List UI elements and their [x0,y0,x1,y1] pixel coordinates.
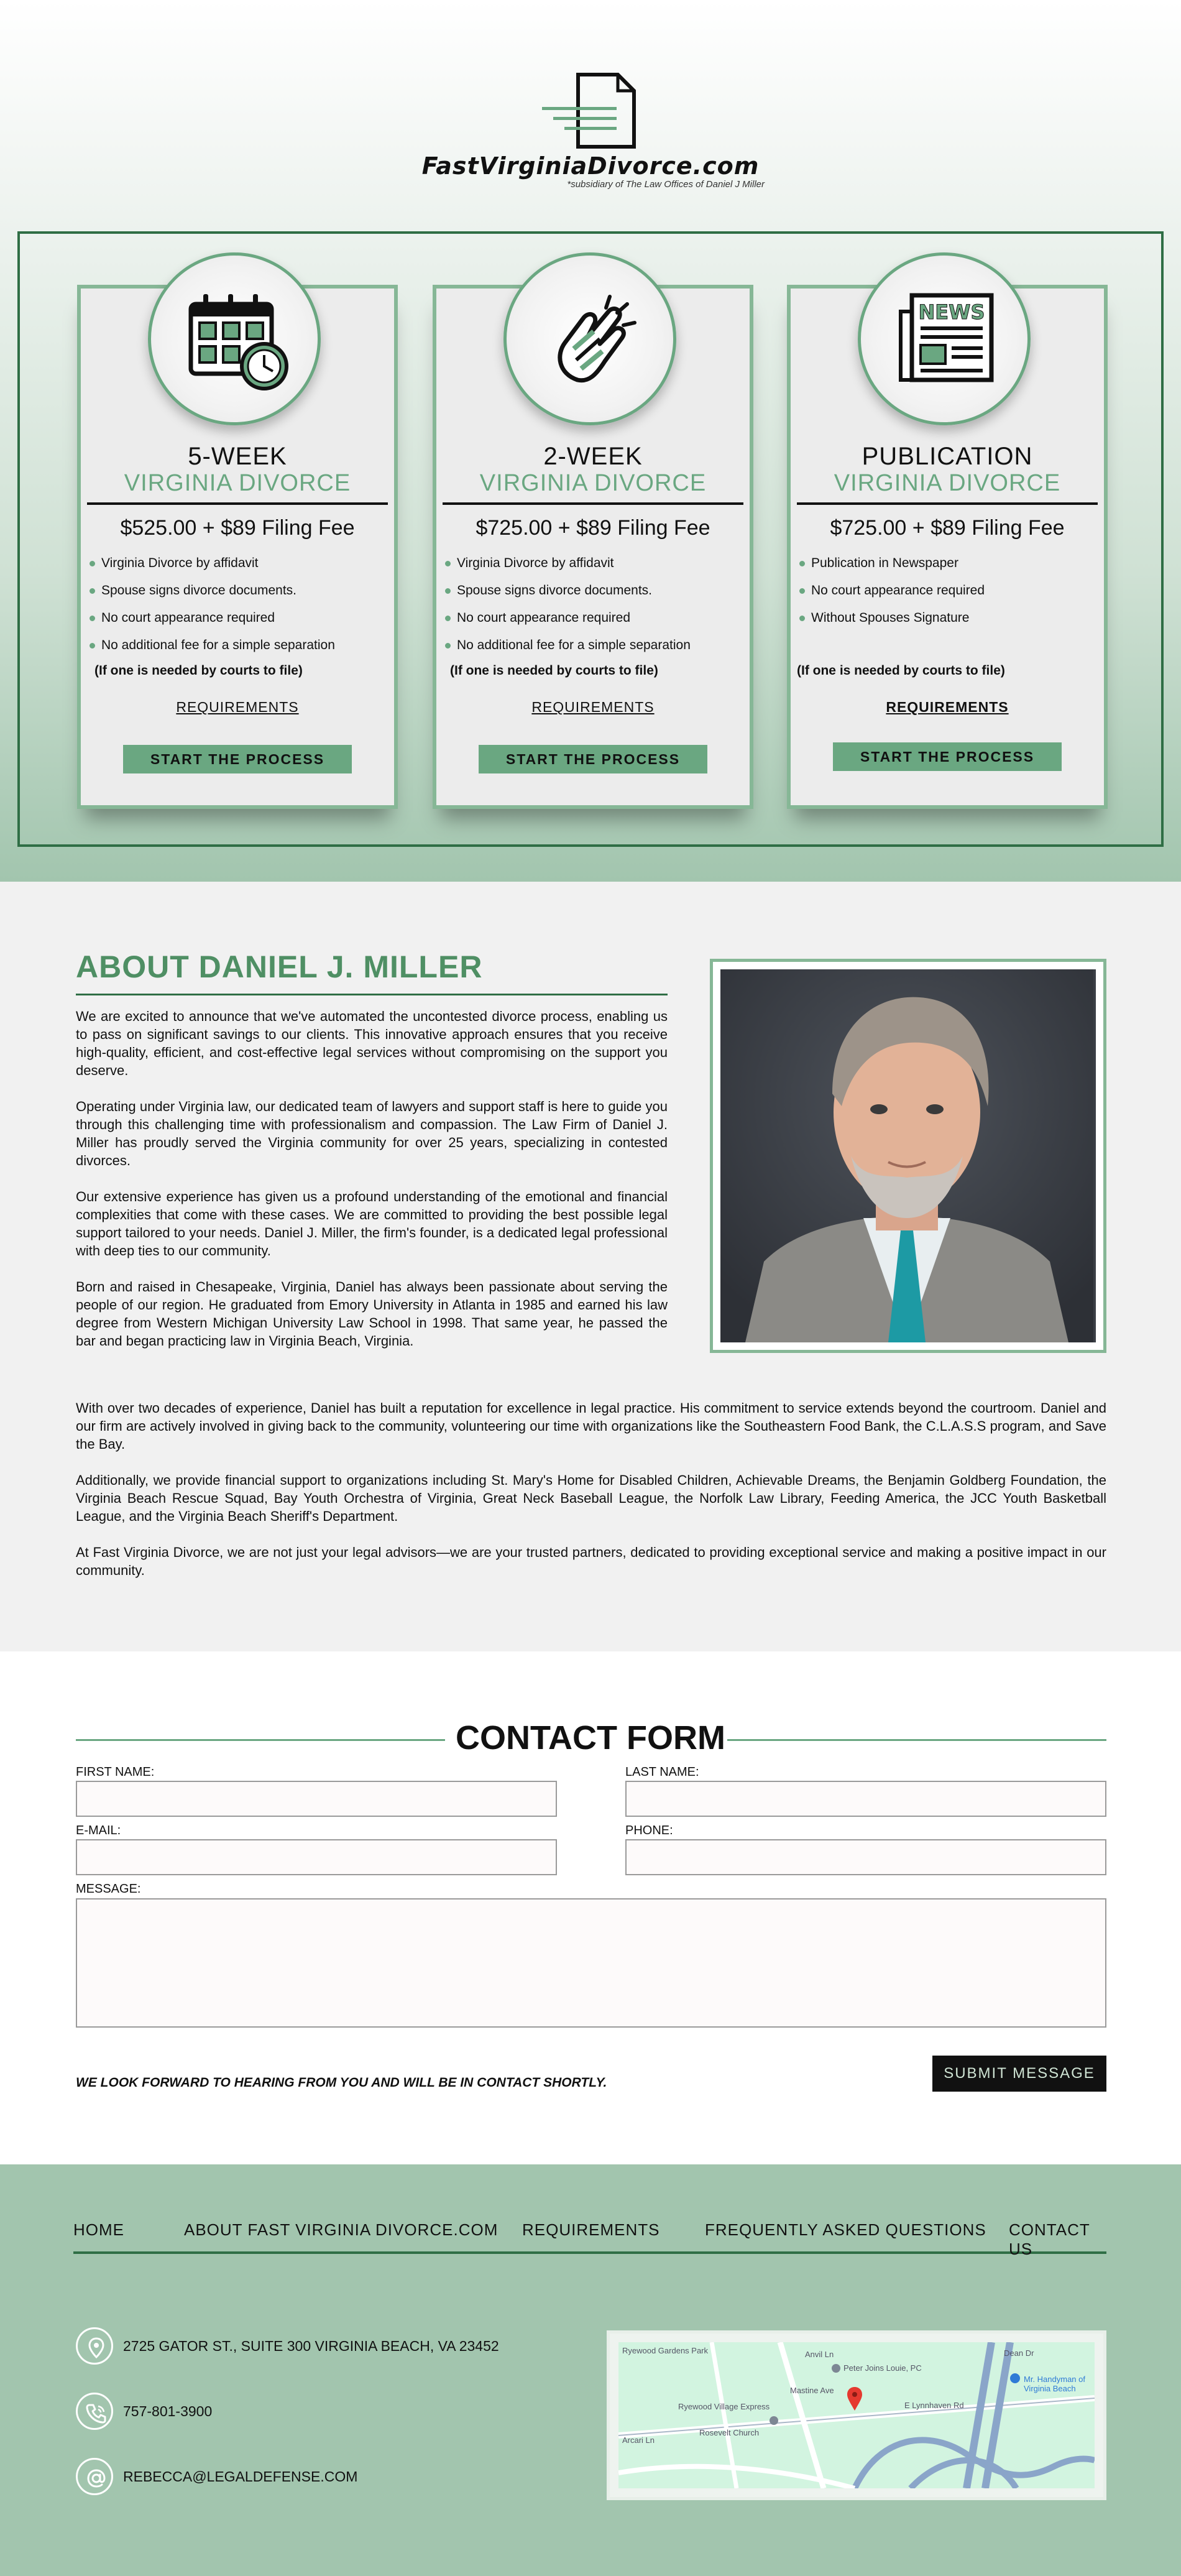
about-paragraph: With over two decades of experience, Daniel has built a reputation for excellence in legal practice. His commitment to service extends beyond the courtroom. Daniel and our firm are actively involved in giving back to the community, volunteering our time with organizations like the Southeastern Food Bank, the C.L.A.S.S program, and Save the Bay. [76,1400,1106,1452]
plan-note: (If one is needed by courts to file) [94,663,303,678]
plan-feature: No court appearance required [445,604,691,632]
plan-feature: Spouse signs divorce documents. [90,577,335,604]
requirements-link[interactable]: REQUIREMENTS [176,699,299,715]
about-paragraph: At Fast Virginia Divorce, we are not just your legal advisors—we are your trusted partners, dedicated to providing exceptional service and making a positive impact in our community. [76,1544,1106,1578]
phone-text[interactable]: 757-801-3900 [123,2403,213,2419]
about-paragraph: Our extensive experience has given us a profound understanding of the emotional and financial complexities that come with these cases. We are committed to providing the best possible legal support tailored to your needs. Daniel J. Miller, the firm's founder, is a dedicated legal professional with deep ties to our community. [76,1189,668,1258]
map-frame [607,2330,1106,2500]
plan-price: $525.00 + $89 Filing Fee [120,516,355,540]
plan-divider [87,502,388,505]
about-divider [76,994,668,995]
logo-tagline: *subsidiary of The Law Offices of Daniel J Miller [567,179,765,190]
newspaper-text: NEWS [918,300,985,324]
plan-card-5-week [77,285,398,809]
plan-feature: Virginia Divorce by affidavit [90,550,335,577]
contact-section [0,1651,1181,2164]
phone-icon [76,2393,113,2430]
phone-input[interactable] [625,1839,1106,1875]
first-name-input[interactable] [76,1781,557,1817]
email-label: E-MAIL: [76,1824,121,1837]
message-label: MESSAGE: [76,1882,141,1896]
at-sign-icon [76,2458,113,2495]
plan-title: PUBLICATION [862,443,1033,470]
fingers-crossed-icon [540,287,646,392]
plan-price: $725.00 + $89 Filing Fee [830,516,1065,540]
plan-feature: Spouse signs divorce documents. [445,577,691,604]
email-text[interactable]: REBECCA@LEGALDEFENSE.COM [123,2468,358,2485]
start-process-button[interactable]: START THE PROCESS [479,745,707,773]
nav-requirements[interactable]: REQUIREMENTS [522,2220,660,2239]
plan-title: 5-WEEK [188,443,287,470]
plan-divider [797,502,1098,505]
pricing-frame [17,231,1164,847]
plan-features [90,550,335,659]
about-paragraph: Born and raised in Chesapeake, Virginia, Daniel has always been passionate about serving the people of our region. He graduated from Emory University in Atlanta in 1985 and earned his law degree from Western Michigan University Law School in 1998. That same year, he passed the bar and began practicing law in Virginia Beach, Virginia. [76,1279,668,1349]
map-label: Peter Joins Louie, PC [843,2363,922,2373]
hero-section [0,0,1181,882]
plan-feature: No additional fee for a simple separation [445,632,691,659]
map-label: Anvil Ln [805,2350,834,2359]
message-textarea[interactable] [76,1898,1106,2028]
plan-subtitle: VIRGINIA DIVORCE [124,470,351,496]
newspaper-icon [894,287,1000,392]
submit-message-button[interactable]: SUBMIT MESSAGE [932,2056,1106,2092]
plan-icon-circle [858,252,1031,425]
plan-note: (If one is needed by courts to file) [450,663,658,678]
last-name-label: LAST NAME: [625,1765,699,1779]
about-text-column [76,1007,668,1368]
logo-wordmark: FastVirginiaDivorce.com [421,152,760,180]
contact-note: WE LOOK FORWARD TO HEARING FROM YOU AND WILL BE IN CONTACT SHORTLY. [76,2075,607,2090]
plan-feature: Virginia Divorce by affidavit [445,550,691,577]
plan-subtitle: VIRGINIA DIVORCE [479,470,707,496]
plan-icon-circle [503,252,676,425]
footer [0,2164,1181,2576]
plan-divider [443,502,743,505]
plan-title: 2-WEEK [543,443,643,470]
portrait-illustration [720,969,1093,1342]
nav-contact[interactable]: CONTACT US [1009,2220,1090,2258]
about-section [0,882,1181,1651]
plan-feature: Publication in Newspaper [799,550,985,577]
portrait-frame [710,959,1106,1353]
map-label: Ryewood Gardens Park [622,2346,709,2355]
document-speed-icon [398,68,783,152]
about-title: ABOUT DANIEL J. MILLER [76,949,483,984]
plan-card-2-week [433,285,753,809]
location-pin-icon [76,2327,113,2365]
map-label: E Lynnhaven Rd [904,2401,964,2410]
about-paragraph: We are excited to announce that we've automated the uncontested divorce process, enabling us to pass on significant savings to our clients. This innovative approach ensures that you receive high-quality, efficient, and cost-effective legal services without compromising on the support you deserve. [76,1009,668,1078]
requirements-link[interactable]: REQUIREMENTS [886,699,1009,715]
plan-icon-circle [148,252,321,425]
plan-feature: No additional fee for a simple separation [90,632,335,659]
map-label: Arcari Ln [622,2435,655,2445]
requirements-link[interactable]: REQUIREMENTS [531,699,655,715]
about-text-full [76,1399,1106,1597]
map-label: Dean Dr [1004,2348,1034,2358]
about-paragraph: Operating under Virginia law, our dedicated team of lawyers and support staff is here to guide you through this challenging time with professionalism and compassion. The Law Firm of Daniel J. Miller has proudly served the Virginia community for over 25 years, specializing in contested divorces. [76,1099,668,1168]
map-label: Mr. Handyman of Virginia Beach [1024,2375,1085,2393]
plan-card-publication [787,285,1108,809]
email-input[interactable] [76,1839,557,1875]
last-name-input[interactable] [625,1781,1106,1817]
plan-feature: Without Spouses Signature [799,604,985,632]
phone-label: PHONE: [625,1824,673,1837]
plan-features [445,550,691,659]
location-map[interactable] [618,2342,1095,2488]
address-text: 2725 GATOR ST., SUITE 300 VIRGINIA BEACH, VA 23452 [123,2338,499,2354]
start-process-button[interactable]: START THE PROCESS [833,742,1062,771]
map-label: Mastine Ave [790,2386,834,2395]
site-logo[interactable] [398,68,783,199]
about-paragraph: Additionally, we provide financial support to organizations including St. Mary's Home for Disabled Children, Achievable Dreams, the Benjamin Goldberg Foundation, the Virginia Beach Rescue Squad, Bay Youth Orchestra of Virginia, Great Neck Baseball League, the Norfolk Law Library, Feeding America, the JCC Youth Basketball League, and the Virginia Beach Sheriff's Department. [76,1472,1106,1524]
plan-feature: No court appearance required [799,577,985,604]
map-pin-icon [847,2387,862,2411]
start-process-button[interactable]: START THE PROCESS [123,745,352,773]
nav-faq[interactable]: FREQUENTLY ASKED QUESTIONS [705,2220,986,2239]
footer-nav [73,2220,1106,2258]
nav-home[interactable]: HOME [73,2220,124,2239]
plan-price: $725.00 + $89 Filing Fee [476,516,710,540]
plan-features [799,550,985,632]
nav-about[interactable]: ABOUT FAST VIRGINIA DIVORCE.COM [184,2220,499,2239]
plan-subtitle: VIRGINIA DIVORCE [834,470,1061,496]
plan-feature: No court appearance required [90,604,335,632]
first-name-label: FIRST NAME: [76,1765,155,1779]
calendar-clock-icon [185,287,290,392]
map-label: Ryewood Village Express [678,2402,770,2411]
map-label: Rosevelt Church [699,2428,760,2437]
contact-title: CONTACT FORM [456,1719,725,1757]
plan-note: (If one is needed by courts to file) [797,663,1005,678]
portrait-photo [720,969,1096,1342]
